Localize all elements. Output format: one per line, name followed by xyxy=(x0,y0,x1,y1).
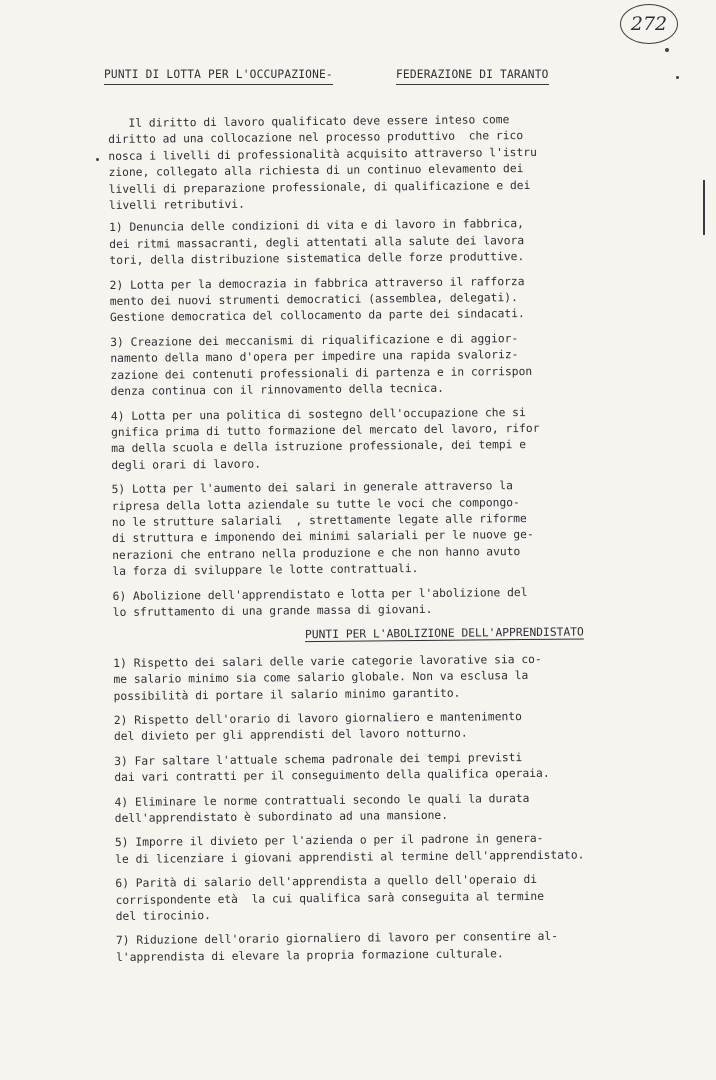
point-5: 5) Lotta per l'aumento dei salari in generale attraverso la ripresa della lotta aziendale su tutte le voci che compongo- no le strutture salariali , strettamente legate alle riforme di struttura e imponendo dei minimi salariali per le nuove ge- nerazioni che entrano nella produzione e che non hanno avuto la forza di sviluppare le lotte contrattuali. xyxy=(111,479,534,579)
section-title: PUNTI PER L'ABOLIZIONE DELL'APPRENDISTATO xyxy=(304,625,584,642)
page-number-stamp: 272 xyxy=(620,4,678,44)
document-body xyxy=(108,111,656,974)
header-title-right: FEDERAZIONE DI TARANTO xyxy=(396,68,549,85)
section-item-2: 2) Rispetto dell'orario di lavoro giornaliero e mantenimento del divieto per gli apprendisti del lavoro notturno. xyxy=(113,710,522,744)
margin-dot xyxy=(665,48,669,52)
margin-dot xyxy=(96,158,99,161)
section-item-5: 5) Imporre il divieto per l'azienda o per il padrone in genera- le di licenziare i giovani apprendisti al termine dell'apprendistato. xyxy=(114,832,585,866)
header-title-left: PUNTI DI LOTTA PER L'OCCUPAZIONE- xyxy=(104,68,333,85)
point-1: 1) Denuncia delle condizioni di vita e di lavoro in fabbrica, dei ritmi massacranti, degli attentati alla salute dei lavora tori, della distribuzione sistematica delle forze produttive. xyxy=(109,217,525,268)
section-item-6: 6) Parità di salario dell'apprendista a quello dell'operaio di corrispondente età la cui qualifica sarà conseguita al termine del tirocinio. xyxy=(115,873,545,924)
section-item-7: 7) Riduzione dell'orario giornaliero di lavoro per consentire al- l'apprendista di elevare la propria formazione culturale. xyxy=(115,930,559,964)
point-2: 2) Lotta per la democrazia in fabbrica attraverso il rafforza mento dei nuovi strumenti democratici (assemblea, delegati). Gestione democratica del collocamento da parte dei sindacati. xyxy=(109,274,525,325)
margin-mark xyxy=(703,180,705,235)
point-3: 3) Creazione dei meccanismi di riqualificazione e di aggior- namento della mano d'opera per impedire una rapida svaloriz- zazione dei contenuti professionali di partenza e in corrispon denza continua con il rinnovamento della tecnica. xyxy=(110,331,533,399)
section-item-3: 3) Far saltare l'attuale schema padronale dei tempi previsti dai vari contratti per il conseguimento della qualifica operaia. xyxy=(114,750,550,785)
margin-dot xyxy=(676,76,679,79)
intro-paragraph: Il diritto di lavoro qualificato deve essere inteso come diritto ad una collocazione nel processo produttivo che rico nosca i livelli di professionalità acquisito attraverso l'istru zione, collegato alla richiesta di un continuo elevamento dei livelli di preparazione professionale, di qualificazione e dei livelli retributivi. xyxy=(108,113,537,213)
point-4: 4) Lotta per una politica di sostegno dell'occupazione che si gnifica prima di tutto formazione del mercato del lavoro, rifor ma della scuola e della istruzione professionale, dei tempi e degli orari di lavoro. xyxy=(110,405,540,472)
section-item-1: 1) Rispetto dei salari delle varie categorie lavorative sia co- me salario minimo sia come salario globale. Non va esclusa la possibilità di portare il salario minimo garantito. xyxy=(113,652,542,703)
point-6: 6) Abolizione dell'apprendistato e lotta per l'abolizione del lo sfruttamento di una grande massa di giovani. xyxy=(112,585,528,619)
section-item-4: 4) Eliminare le norme contrattuali secondo le quali la durata dell'apprendistato è subordinato ad una mansione. xyxy=(114,791,530,825)
